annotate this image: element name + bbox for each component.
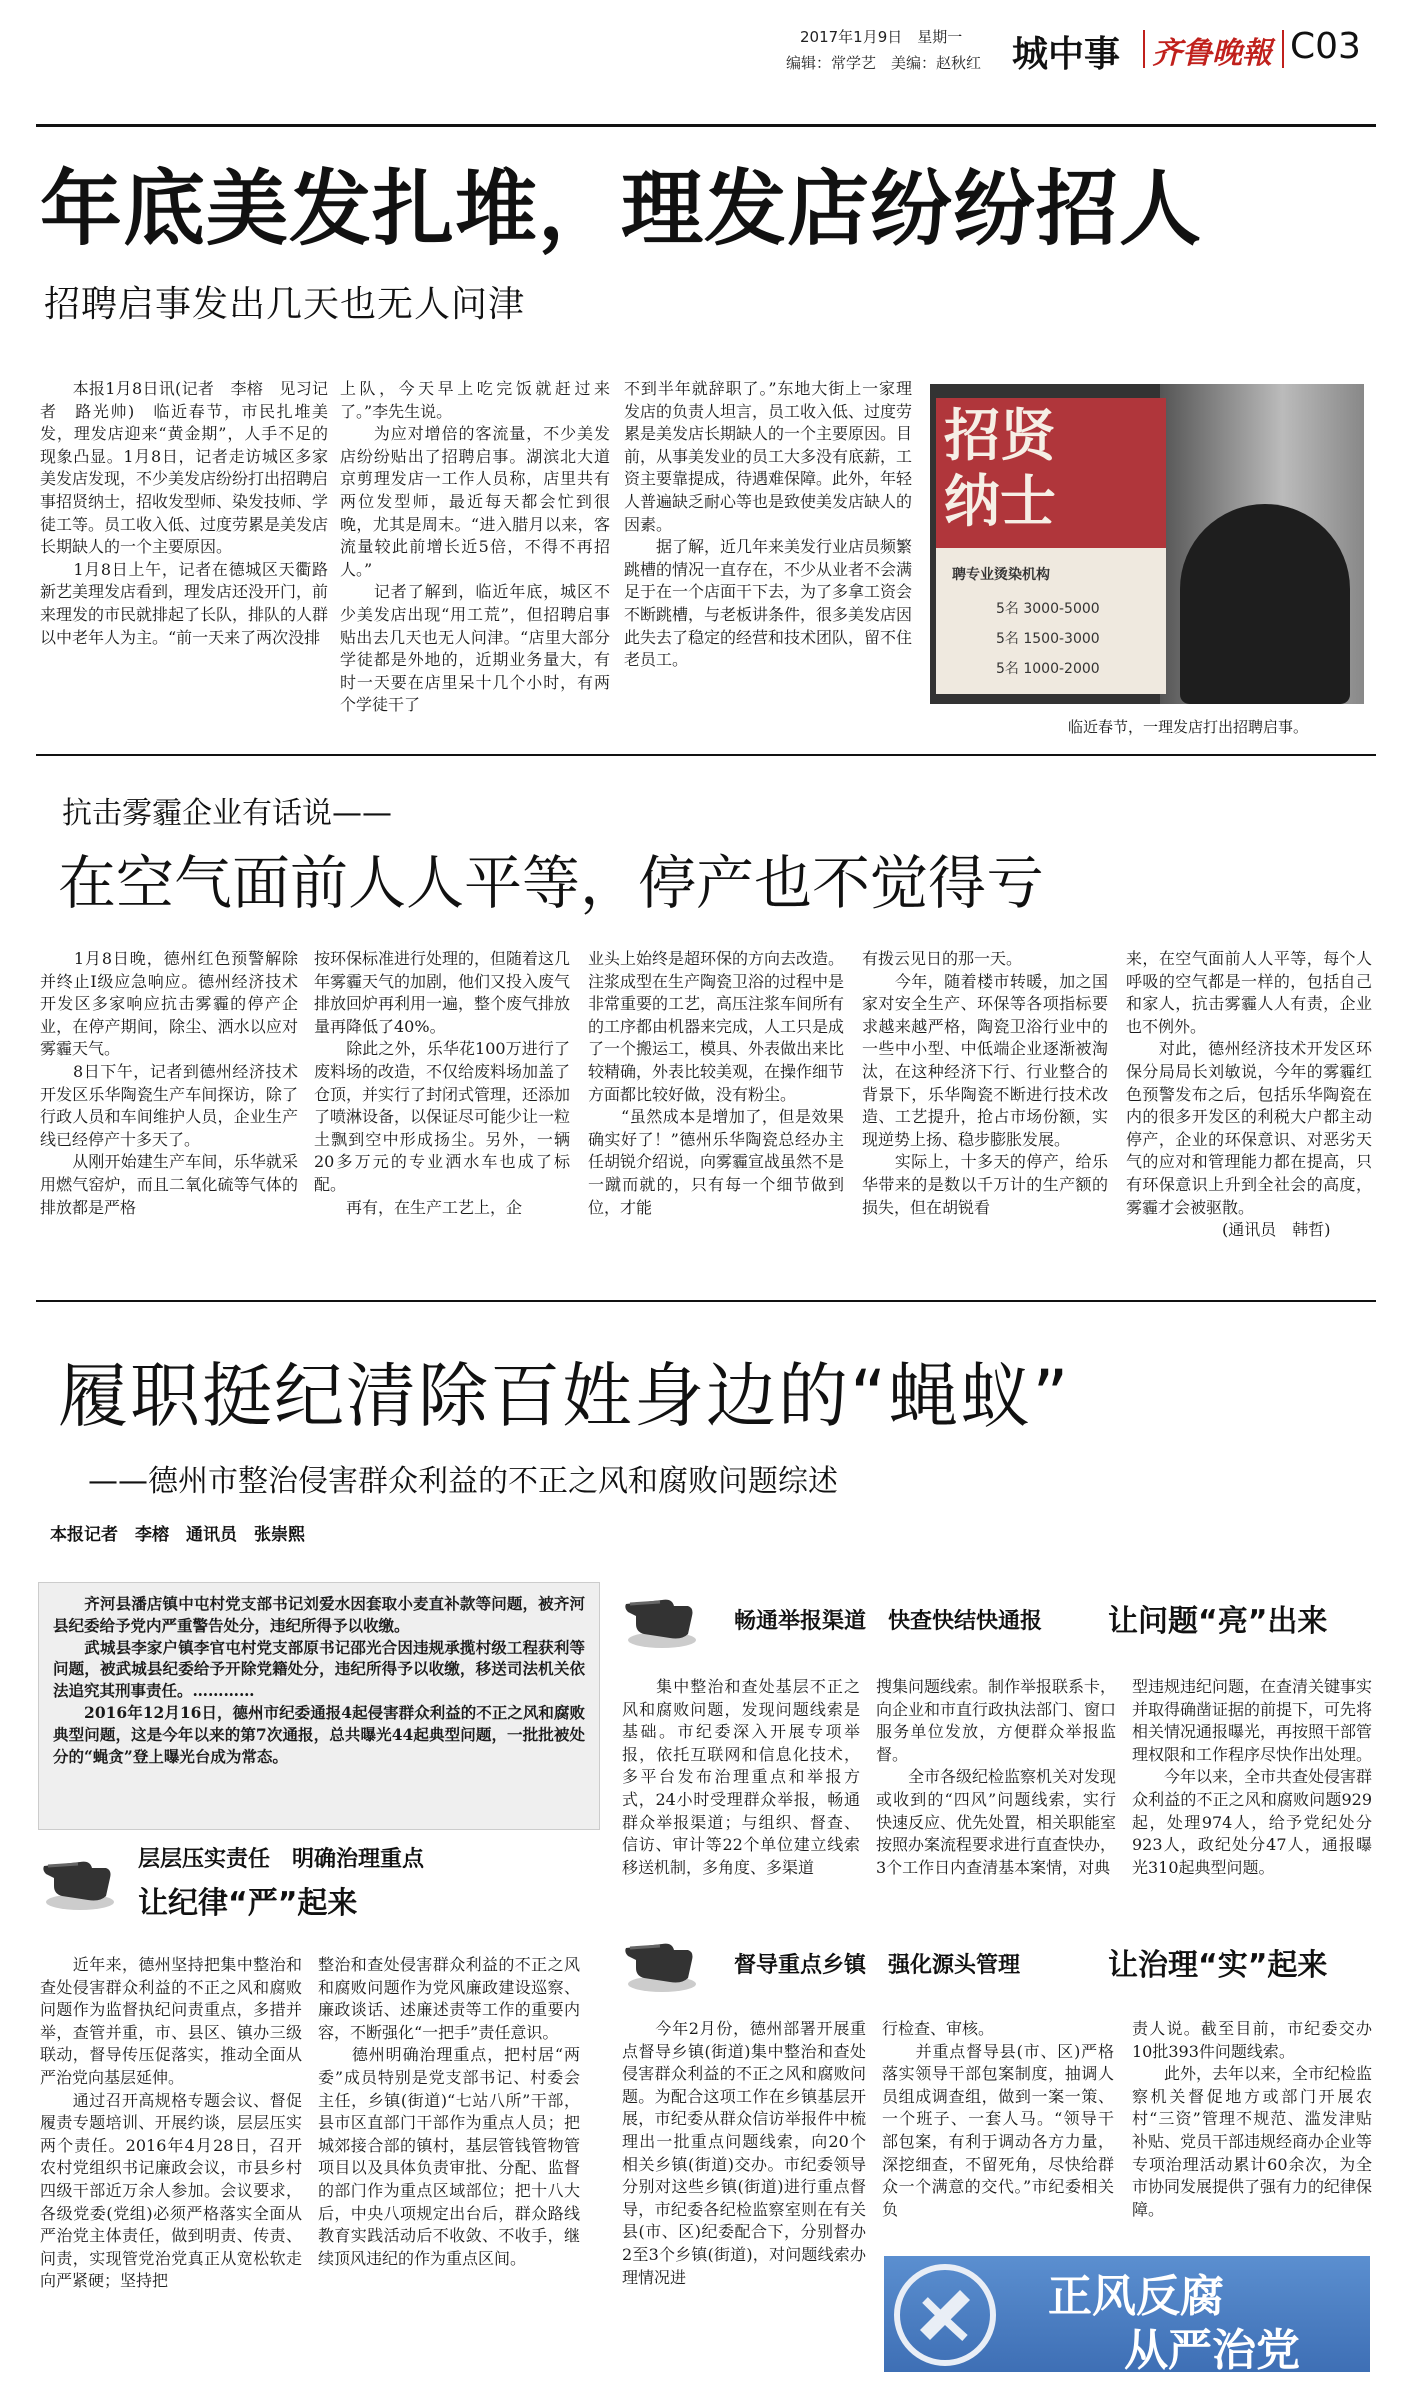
party-emblem-icon (890, 2260, 1000, 2370)
sec3-title: 督导重点乡镇 强化源头管理 (734, 1953, 1021, 1978)
story3-byline: 本报记者 李榕 通讯员 张崇熙 (50, 1525, 305, 1545)
story2-col4: 有拨云见日的那一天。 今年，随着楼市转暖，加之国家对安全生产、环保等各项指标要求越来越严格，陶瓷卫浴行业中的一些中小型、中低端企业逐渐被淘汰，在这种经济下行、行业整合的背景下，乐华陶瓷不断进行技术改造、工艺提升，抢占市场份额，实现逆势上扬、稳步膨胀发展。 实际上，十多天的停产，给乐华带来的是数以千万计的生产额的损失，但在胡锐看 (862, 949, 1108, 1217)
issue-date: 2017年1月9日 星期一 (800, 28, 963, 46)
page-number: C03 (1290, 26, 1361, 67)
story2-headline: 在空气面前人人平等，停产也不觉得亏 (58, 849, 1045, 917)
story3-subhead: ——德州市整治侵害群众利益的不正之风和腐败问题综述 (88, 1464, 838, 1499)
story2-col1: 1月8日晚，德州红色预警解除并终止I级应急响应。德州经济技术开发区多家响应抗击雾霾的停产企业，在停产期间，除尘、洒水以应对雾霾天气。 8日下午，记者到德州经济技术开发区乐华陶瓷生产车间探访，除了行政人员和车间维护人员，企业生产线已经停产十多天了。 从刚开始建生产车间，乐华就采用燃气窑炉，而且二氧化硫等气体的排放都是严格 (40, 949, 298, 1217)
sec1-col1: 近年来，德州坚持把集中整治和查处侵害群众利益的不正之风和腐败问题作为监督执纪问责重点，多措并举，查管并重，市、县区、镇办三级联动，督导传压促落实，推动全面从严治党向基层延伸。 通过召开高规格专题会议、督促履责专题培训、开展约谈，层层压实两个责任。2016年4月28日，召开农村党组织书记廉政会议，市县乡村四级干部近万余人参加。会议要求，各级党委(党组)必须严格落实全面从严治党主体责任，做到明责、传责、问责，实现管党治党真正从宽松软走向严紧硬；坚持把 (40, 1955, 302, 2291)
sec1-heading (40, 1840, 600, 1920)
story1-photo-caption: 临近春节，一理发店打出招聘启事。 (1068, 718, 1309, 736)
poster-line-4: 5名 1000-2000 (996, 661, 1100, 677)
masthead (0, 0, 1413, 120)
sec3-col2: 行检查、审核。 并重点督导县(市、区)严格落实领导干部包案制度，抽调人员组成调查组，做到一案一策、一个班子、一套人马。“领导干部包案，有利于调动各方力量，深挖细查，不留死角，尽快给群众一个满意的交代。”市纪委相关负 (882, 2019, 1114, 2219)
story2-kicker: 抗击雾霾企业有话说—— (62, 796, 392, 831)
intro-box (38, 1582, 600, 1830)
anti-corruption-banner (884, 2256, 1370, 2372)
poster-line-2: 5名 3000-5000 (996, 601, 1100, 617)
story1-photo (930, 384, 1364, 704)
sec3-subtitle: 让治理“实”起来 (1108, 1948, 1328, 1983)
sec2-subtitle: 让问题“亮”出来 (1108, 1604, 1328, 1639)
photo-person (1180, 504, 1350, 704)
poster-line-1: 聘专业烫染机构 (952, 567, 1050, 583)
story1-divider (36, 754, 1376, 756)
sec1-title: 层层压实责任 明确治理重点 (138, 1847, 425, 1872)
story2-col2: 按环保标准进行处理的，但随着这几年雾霾天气的加剧，他们又投入废气排放回炉再利用一遍，整个废气排放量再降低了40%。 除此之外，乐华花100万进行了废料场的改造，不仅给废料场加盖了仓顶，并实行了封闭式管理，还添加了喷淋设备，以保证尽可能少让一粒土飘到空中形成扬尘。另外，一辆20多万元的专业洒水车也成了标配。 再有，在生产工艺上，企 (314, 949, 571, 1217)
section-divider (1143, 30, 1145, 68)
pointing-hand-icon (622, 1926, 702, 1996)
banner-line-2: 从严治党 (1124, 2325, 1300, 2372)
editors-credit: 编辑：常学艺 美编：赵秋红 (786, 54, 982, 72)
newspaper-logo: 齐鲁晚報 (1152, 36, 1272, 71)
sec1-subtitle: 让纪律“严”起来 (138, 1886, 358, 1921)
story2-col5: 来，在空气面前人人平等，每个人呼吸的空气都是一样的，包括自己和家人，抗击雾霾人人有责，企业也不例外。 对此，德州经济技术开发区环保分局局长刘敏说，今年的雾霾红色预警发布之后，包括乐华陶瓷在内的很多开发区的利税大户都主动停产，企业的环保意识、对恶劣天气的应对和管理能力都在提高，只有环保意识上升到全社会的高度，雾霾才会被驱散。 (通讯员 韩哲) (1126, 949, 1372, 1240)
pointing-hand-icon (622, 1582, 702, 1652)
poster-title: 招贤纳士 (944, 404, 1056, 535)
sec3-heading (622, 1926, 1382, 1996)
story1-col3: 不到半年就辞职了。”东地大街上一家理发店的负责人坦言，员工收入低、过度劳累是美发店长期缺人的一个主要原因。目前，从事美发业的员工大多没有底薪，工资主要靠提成，待遇难保障。此外，年轻人普遍缺乏耐心等也是致使美发店缺人的因素。 据了解，近几年来美发行业店员频繁跳槽的情况一直存在，不少从业者不会满足于在一个店面干下去，为了多拿工资会不断跳槽，与老板讲条件，很多美发店因此失去了稳定的经营和技术团队，留不住老员工。 (624, 379, 913, 670)
masthead-rule (36, 124, 1376, 127)
pointing-hand-icon (40, 1844, 120, 1914)
story2-divider (36, 1300, 1376, 1302)
sec2-heading (622, 1582, 1382, 1652)
recruit-poster (936, 398, 1166, 694)
poster-line-3: 5名 1500-3000 (996, 631, 1100, 647)
sec3-col3: 责人说。截至目前，市纪委交办10批393件问题线索。 此外，去年以来，全市纪检监察机关督促地方或部门开展农村“三资”管理不规范、滥发津贴补贴、党员干部违规经商办企业等专项治理活动累计60余次，为全市协同发展提供了强有力的纪律保障。 (1132, 2019, 1373, 2219)
section-name: 城中事 (1012, 34, 1121, 75)
story1-subhead: 招聘启事发出几天也无人问津 (44, 284, 526, 325)
story1-col2: 上队，今天早上吃完饭就赶过来了。”李先生说。 为应对增倍的客流量，不少美发店纷纷贴出了招聘启事。湖滨北大道京剪理发店一工作人员称，店里共有两位发型师，最近每天都会忙到很晚，尤其是周末。“进入腊月以来，客流量较此前增长近5倍，不得不再招人。” 记者了解到，临近年底，城区不少美发店出现“用工荒”，但招聘启事贴出去几天也无人问津。“店里大部分学徒都是外地的，近期业务量大，有时一天要在店里呆十几个小时，有两个学徒干了 (340, 379, 610, 715)
banner-line-1: 正风反腐 (1048, 2271, 1224, 2322)
logo-divider (1282, 30, 1284, 68)
story1-col1: 本报1月8日讯(记者 李榕 见习记者 路光帅) 临近春节，市民扎堆美发，理发店迎来“黄金期”，人手不足的现象凸显。1月8日，记者走访城区多家美发店发现，不少美发店纷纷打出招聘启事招贤纳士，招收发型师、染发技师、学徒工等。员工收入低、过度劳累是美发店长期缺人的一个主要原因。 1月8日上午，记者在德城区天衢路新艺美理发店看到，理发店还没开门，前来理发的市民就排起了长队，排队的人群以中老年人为主。“前一天来了两次没排 (40, 379, 329, 647)
sec2-col2: 搜集问题线索。制作举报联系卡，向企业和市直行政执法部门、窗口服务单位发放，方便群众举报监督。 全市各级纪检监察机关对发现或收到的“四风”问题线索，实行快速反应、优先处置，相关职能室按照办案流程要求进行直查快办，3个工作日内查清基本案情，对典 (876, 1677, 1117, 1877)
intro-text: 齐河县潘店镇中屯村党支部书记刘爱水因套取小麦直补款等问题，被齐河县纪委给予党内严重警告处分，违纪所得予以收缴。 武城县李家户镇李官屯村党支部原书记邵光合因违规承揽村级工程获利等问题，被武城县纪委给予开除党籍处分，违纪所得予以收缴，移送司法机关依法追究其刑事责任。………… 2016年12月16日，德州市纪委通报4起侵害群众利益的不正之风和腐败典型问题，这是今年以来的第7次通报，总共曝光44起典型问题，一批批被处分的“蝇贪”登上曝光台成为常态。 (53, 1594, 585, 1766)
story2-col3: 业头上始终是超环保的方向去改造。注浆成型在生产陶瓷卫浴的过程中是非常重要的工艺，高压注浆车间所有的工序都由机器来完成，人工只是成了一个搬运工，模具、外表做出来比较精确，外表比较美观，在操作细节方面都比较好做，没有粉尘。 “虽然成本是增加了，但是效果确实好了！”德州乐华陶瓷总经办主任胡锐介绍说，向雾霾宣战虽然不是一蹴而就的，只有每一个细节做到位，才能 (588, 949, 845, 1217)
sec3-col1: 今年2月份，德州部署开展重点督导乡镇(街道)集中整治和查处侵害群众利益的不正之风和腐败问题。为配合这项工作在乡镇基层开展，市纪委从群众信访举报件中梳理出一批重点问题线索，向20个相关乡镇(街道)交办。市纪委领导分别对这些乡镇(街道)进行重点督导，市纪委各纪检监察室则在有关县(市、区)纪委配合下，分别督办2至3个乡镇(街道)，对问题线索办理情况进 (622, 2019, 866, 2287)
sec2-col1: 集中整治和查处基层不正之风和腐败问题，发现问题线索是基础。市纪委深入开展专项举报，依托互联网和信息化技术，多平台发布治理重点和举报方式，24小时受理群众举报，畅通群众举报渠道；与组织、督查、信访、审计等22个单位建立线索移送机制，多角度、多渠道 (622, 1677, 860, 1877)
sec2-title: 畅通举报渠道 快查快结快通报 (734, 1609, 1043, 1634)
sec1-col2: 整治和查处侵害群众利益的不正之风和腐败问题作为党风廉政建设巡察、廉政谈话、述廉述责等工作的重要内容，不断强化“一把手”责任意识。 德州明确治理重点，把村居“两委”成员特别是党支部书记、村委会主任，乡镇(街道)“七站八所”干部，县市区直部门干部作为重点人员；把城郊接合部的镇村，基层管钱管物管项目以及具体负责审批、分配、监督的部门作为重点区域部位；把十八大后，中央八项规定出台后，群众路线教育实践活动后不收敛、不收手，继续顶风违纪的作为重点区间。 (318, 1955, 580, 2268)
story1-headline: 年底美发扎堆，理发店纷纷招人 (40, 162, 1203, 257)
sec2-col3: 型违规违纪问题，在查清关键事实并取得确凿证据的前提下，可先将相关情况通报曝光，再按照干部管理权限和工作程序尽快作出处理。 今年以来，全市共查处侵害群众利益的不正之风和腐败问题929起，处理974人，给予党纪处分923人，政纪处分47人，通报曝光310起典型问题。 (1132, 1677, 1373, 1877)
story3-headline: 履职挺纪清除百姓身边的“蝇蚁” (58, 1355, 1071, 1437)
